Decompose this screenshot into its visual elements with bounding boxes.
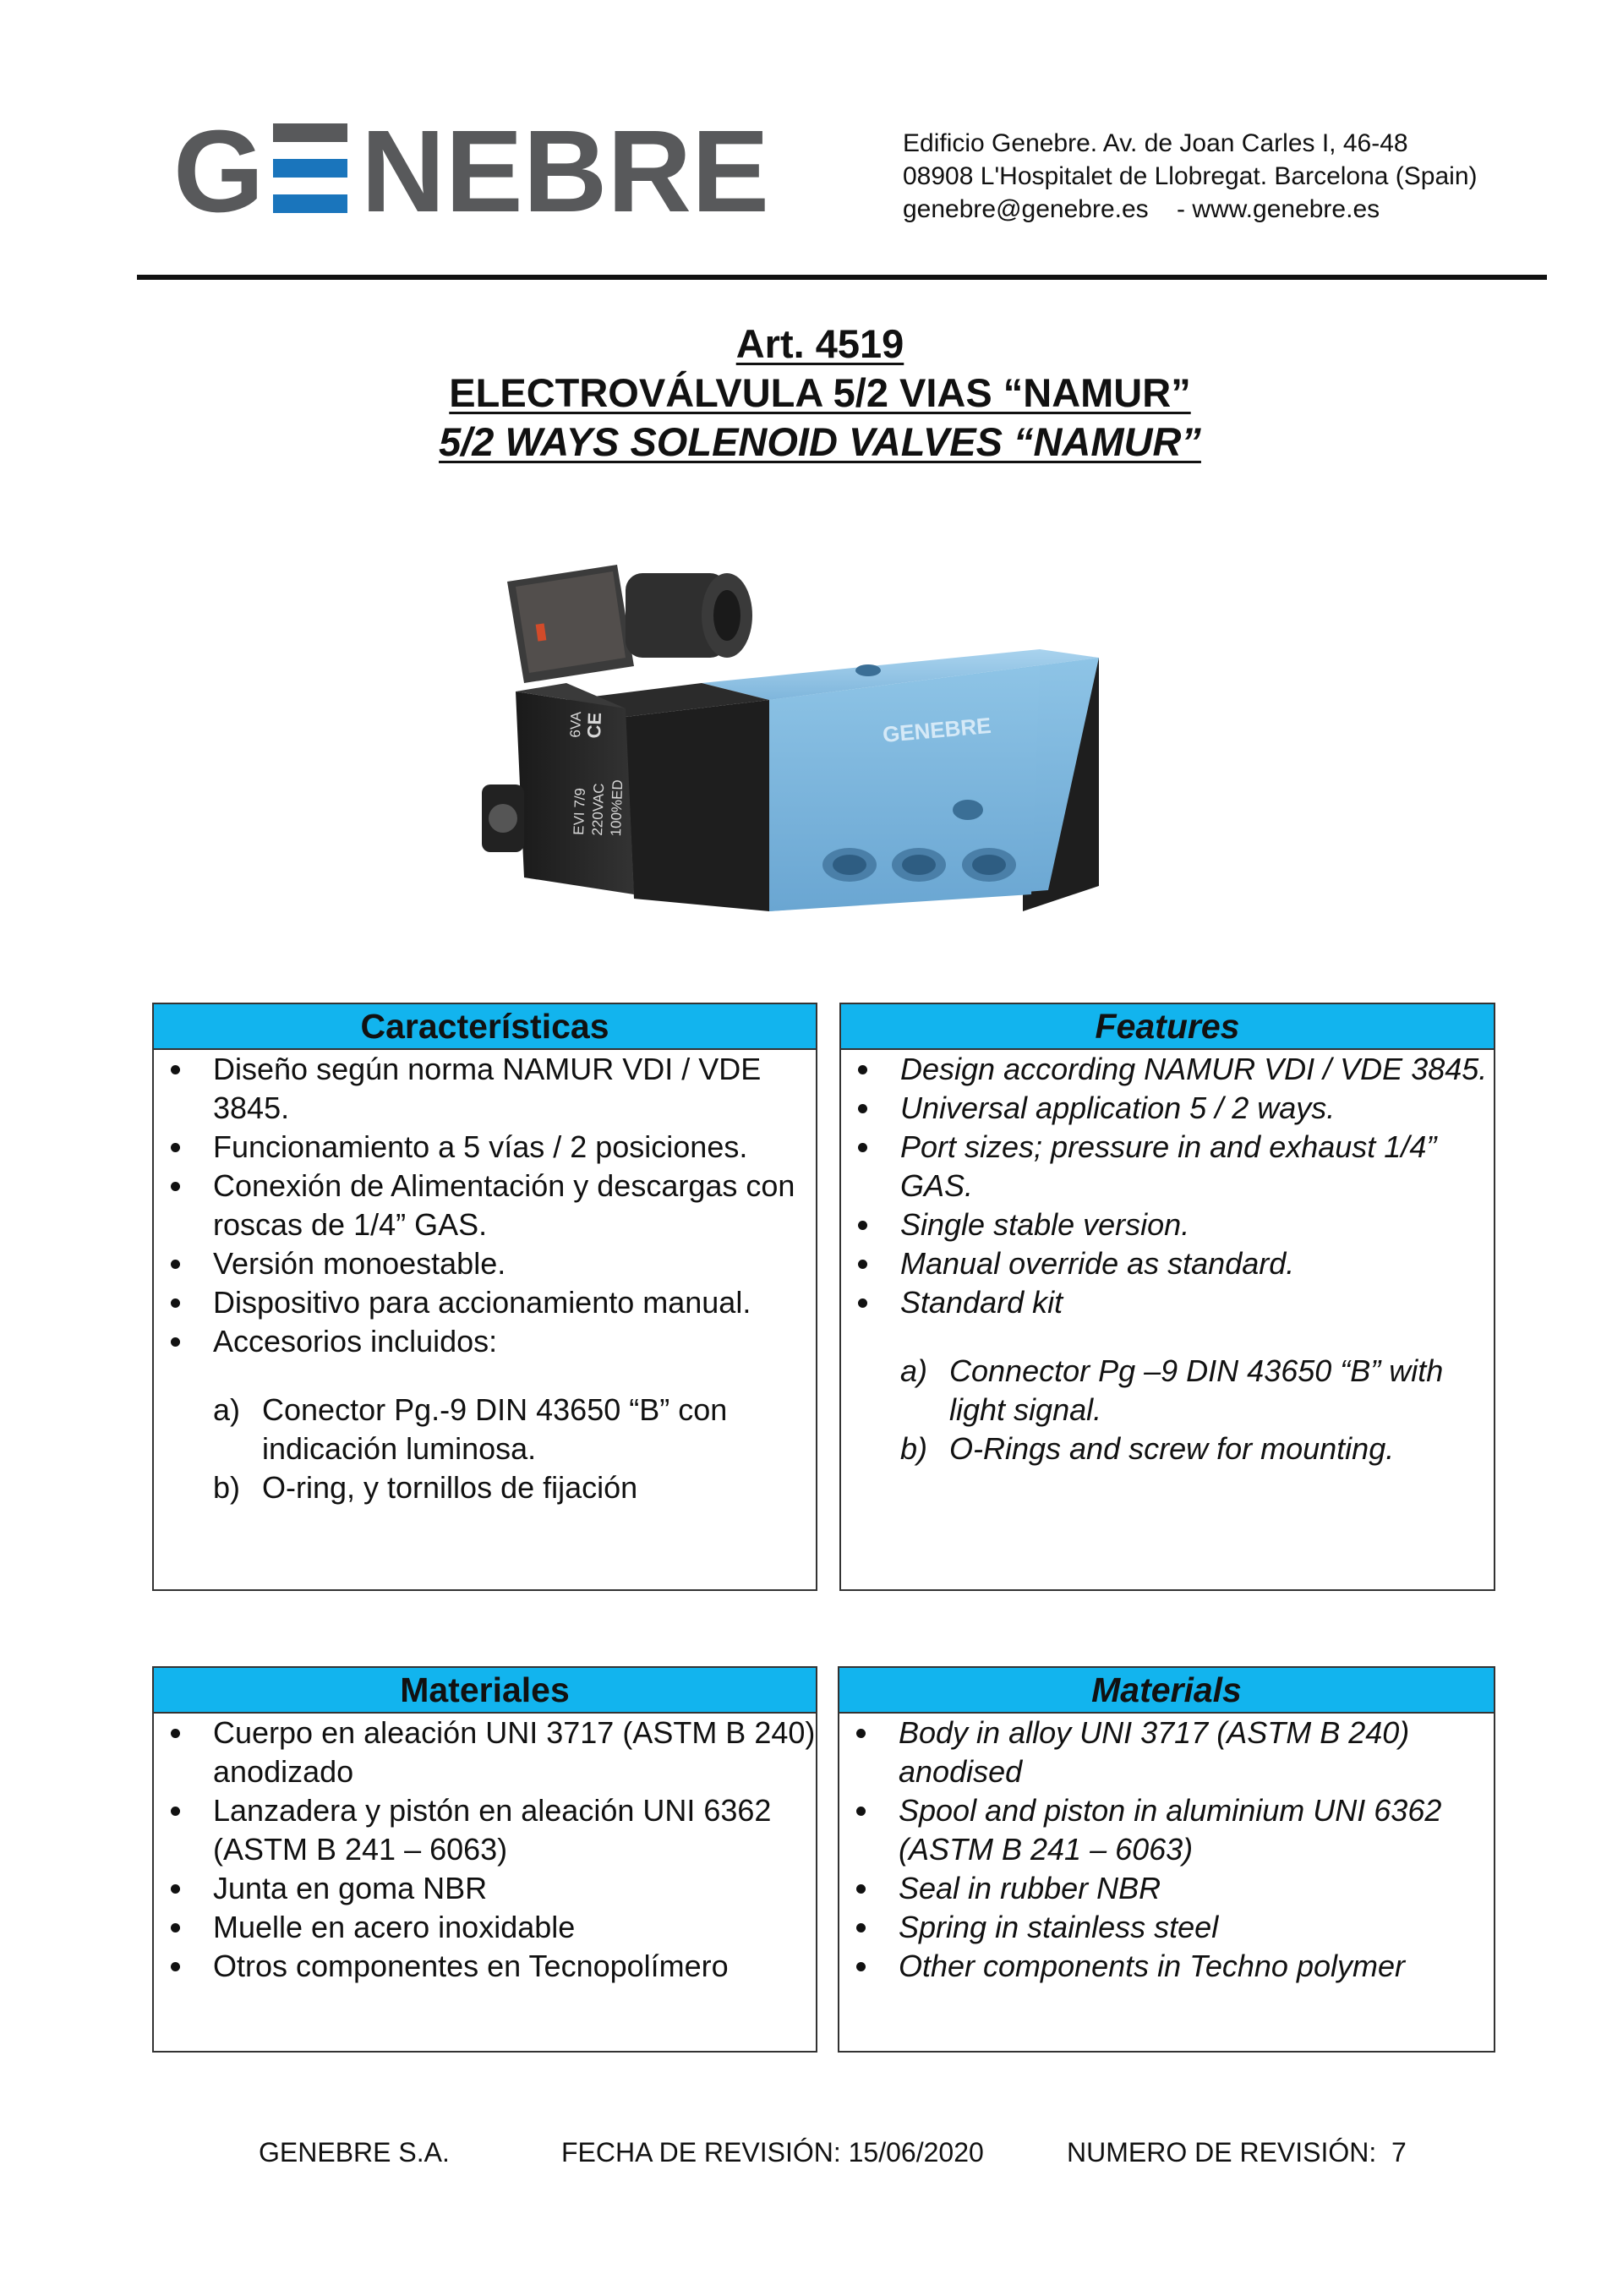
list-item (841, 1244, 1494, 1283)
list-item-text: Seal in rubber NBR (899, 1871, 1161, 1905)
list-item (841, 1089, 1494, 1128)
bullet-icon (856, 1962, 866, 1971)
list-item (841, 1050, 1494, 1089)
features-list (841, 1050, 1494, 1322)
list-item-text: Accesorios incluidos: (213, 1324, 498, 1358)
coil-rating: 6VA (567, 711, 585, 738)
bullet-icon (858, 1065, 867, 1074)
sub-list-text: Conector Pg.-9 DIN 43650 “B” con indicación luminosa. (262, 1392, 728, 1466)
list-item-text: Standard kit (900, 1285, 1063, 1320)
sub-list-text: Connector Pg –9 DIN 43650 “B” with light signal. (949, 1353, 1444, 1427)
list-item-text: Spring in stainless steel (899, 1910, 1219, 1944)
list-item-text: Port sizes; pressure in and exhaust 1/4” GAS. (900, 1129, 1437, 1203)
logo-letters-nebre: NEBRE (361, 117, 770, 218)
list-item (154, 1869, 816, 1908)
list-item (841, 1283, 1494, 1322)
sub-list-text: O-ring, y tornillos de fijación (262, 1470, 638, 1505)
list-item (839, 1714, 1494, 1791)
genebre-logo (173, 117, 850, 218)
bullet-icon (856, 1807, 866, 1816)
footer-revision-number: NUMERO DE REVISIÓN: 7 (1067, 2137, 1407, 2168)
list-item-text: Spool and piston in aluminium UNI 6362 (ASTM B 241 – 6063) (899, 1793, 1442, 1867)
features-header: Features (841, 1004, 1494, 1050)
product-image-solenoid-valve (456, 556, 1124, 941)
materials-header: Materials (839, 1668, 1494, 1714)
list-item (839, 1791, 1494, 1869)
list-item-text: Junta en goma NBR (213, 1871, 488, 1905)
list-item-text: Manual override as standard. (900, 1246, 1295, 1281)
address-contact: genebre@genebre.es - www.genebre.es (903, 195, 1380, 223)
accesorios-sublist (154, 1391, 816, 1507)
list-item (839, 1908, 1494, 1947)
list-item-text: Dispositivo para accionamiento manual. (213, 1285, 751, 1320)
list-item-text: Funcionamiento a 5 vías / 2 posiciones. (213, 1129, 748, 1164)
coil-label: 220VAC (588, 783, 608, 836)
sub-list-marker: b) (900, 1431, 928, 1466)
materiales-panel (152, 1666, 817, 2053)
coil-label: 100%ED (607, 779, 626, 837)
materiales-header: Materiales (154, 1668, 816, 1714)
list-item (154, 1283, 816, 1322)
list-item-text: Body in alloy UNI 3717 (ASTM B 240) anodised (899, 1715, 1410, 1789)
title-english: 5/2 WAYS SOLENOID VALVES “NAMUR” (439, 419, 1201, 464)
list-item (841, 1128, 1494, 1205)
list-item (154, 1947, 816, 1986)
list-item (839, 1869, 1494, 1908)
materials-panel (838, 1666, 1495, 2053)
sub-list-text: O-Rings and screw for mounting. (949, 1431, 1395, 1466)
list-item (154, 1791, 816, 1869)
list-item (841, 1205, 1494, 1244)
list-item-text: Universal application 5 / 2 ways. (900, 1091, 1336, 1125)
bullet-icon (171, 1260, 180, 1269)
company-address (903, 127, 1478, 226)
sub-list-marker: a) (900, 1353, 928, 1388)
list-item-text: Conexión de Alimentación y descargas con roscas de 1/4” GAS. (213, 1168, 795, 1242)
sub-list-marker: b) (213, 1470, 241, 1505)
list-item (154, 1908, 816, 1947)
list-item-text: Versión monoestable. (213, 1246, 506, 1281)
features-panel (839, 1003, 1495, 1591)
sub-list-marker: a) (213, 1392, 241, 1427)
document-title (0, 320, 1623, 467)
body-logo-text: GENEBRE (881, 712, 992, 747)
bullet-icon (171, 1807, 180, 1816)
bullet-icon (171, 1923, 180, 1932)
footer-company: GENEBRE S.A. (259, 2137, 450, 2168)
list-item (154, 1322, 816, 1361)
caracteristicas-panel (152, 1003, 817, 1591)
list-item (154, 1050, 816, 1128)
sub-list-item (841, 1430, 1494, 1468)
address-line: 08908 L'Hospitalet de Llobregat. Barcelona (Spain) (903, 162, 1478, 190)
bullet-icon (171, 1337, 180, 1347)
bullet-icon (171, 1065, 180, 1074)
bullet-icon (858, 1143, 867, 1152)
list-item (154, 1167, 816, 1244)
address-line: Edificio Genebre. Av. de Joan Carles I, 46-48 (903, 129, 1408, 157)
list-item-text: Design according NAMUR VDI / VDE 3845. (900, 1052, 1488, 1086)
materials-list (839, 1714, 1494, 1986)
list-item-text: Muelle en acero inoxidable (213, 1910, 576, 1944)
list-item (154, 1128, 816, 1167)
bullet-icon (858, 1104, 867, 1113)
bullet-icon (856, 1884, 866, 1894)
title-spanish: ELECTROVÁLVULA 5/2 VIAS “NAMUR” (449, 370, 1191, 415)
bullet-icon (858, 1260, 867, 1269)
caracteristicas-list (154, 1050, 816, 1361)
list-item-text: Lanzadera y pistón en aleación UNI 6362 (ASTM B 241 – 6063) (213, 1793, 772, 1867)
article-number: Art. 4519 (735, 321, 904, 366)
list-item-text: Other components in Techno polymer (899, 1949, 1405, 1983)
sub-list-item (841, 1352, 1494, 1430)
list-item-text: Otros componentes en Tecnopolímero (213, 1949, 729, 1983)
list-item-text: Cuerpo en aleación UNI 3717 (ASTM B 240) anodizado (213, 1715, 816, 1789)
logo-stylized-e (273, 123, 347, 213)
bullet-icon (171, 1182, 180, 1191)
list-item-text: Diseño según norma NAMUR VDI / VDE 3845. (213, 1052, 762, 1125)
list-item (154, 1714, 816, 1791)
header-divider (137, 275, 1547, 280)
bullet-icon (856, 1729, 866, 1738)
bullet-icon (171, 1962, 180, 1971)
sub-list-item (154, 1391, 816, 1468)
list-item (154, 1244, 816, 1283)
ce-mark: CE (583, 712, 606, 739)
materiales-list (154, 1714, 816, 1986)
sub-list-item (154, 1468, 816, 1507)
footer-revision-date: FECHA DE REVISIÓN: 15/06/2020 (561, 2137, 984, 2168)
bullet-icon (171, 1884, 180, 1894)
bullet-icon (858, 1298, 867, 1308)
standard-kit-sublist (841, 1352, 1494, 1468)
bullet-icon (171, 1143, 180, 1152)
bullet-icon (171, 1298, 180, 1308)
bullet-icon (171, 1729, 180, 1738)
caracteristicas-header: Características (154, 1004, 816, 1050)
bullet-icon (856, 1923, 866, 1932)
logo-letter-g: G (173, 117, 265, 218)
coil-label: EVI 7/9 (571, 787, 588, 836)
list-item (839, 1947, 1494, 1986)
list-item-text: Single stable version. (900, 1207, 1190, 1242)
bullet-icon (858, 1221, 867, 1230)
